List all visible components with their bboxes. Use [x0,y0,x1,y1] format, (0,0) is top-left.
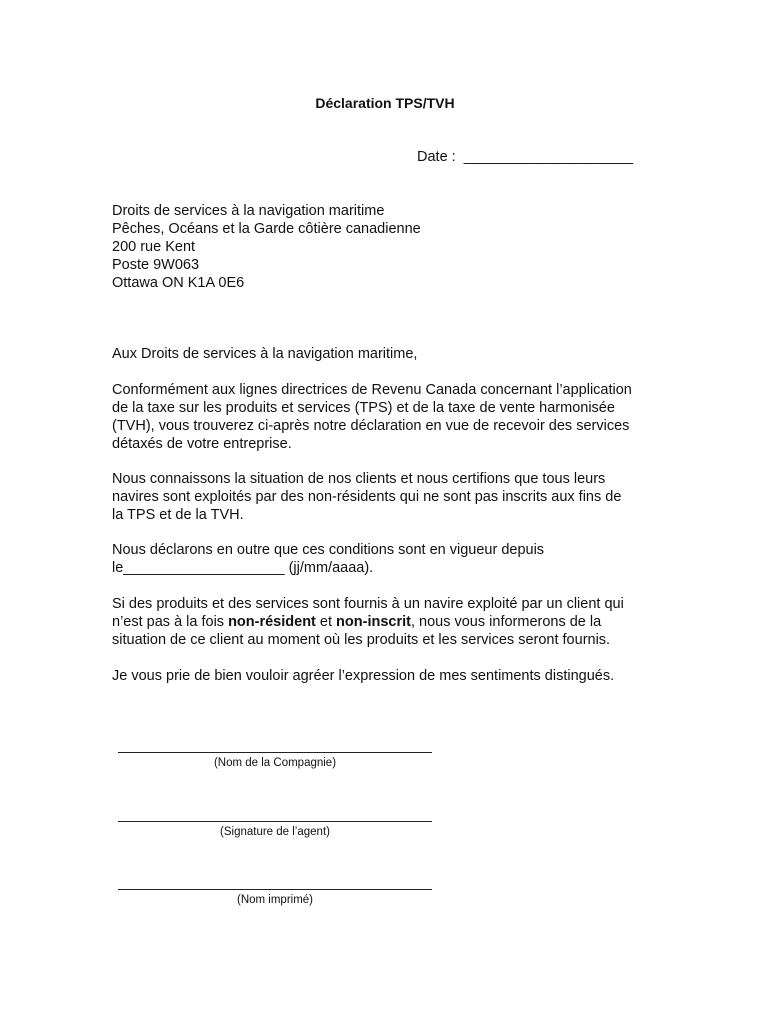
signature-rule [118,821,432,822]
bold-non-registered: non-inscrit [336,614,411,630]
document-title: Déclaration TPS/TVH [315,95,455,111]
closing [112,667,672,685]
paragraph-line: Si des produits et des services sont fournis à un navire exploité par un client qui [112,596,624,612]
address-line: Poste 9W063 [112,257,200,273]
agent-signature-caption: (Signature de l’agent) [220,826,330,838]
salutation [112,345,672,363]
text-segment: , nous vous informerons de la [410,614,602,630]
date-field: Date : _____________________ [417,149,634,165]
address-line: Pêches, Océans et la Garde côtière canadienne [112,221,421,237]
paragraph-line: Conformément aux lignes directrices de Revenu Canada concernant l’application [112,382,632,398]
paragraph-line: situation de ce client au moment où les produits et les services seront fournis. [112,632,611,648]
company-name-caption: (Nom de la Compagnie) [213,757,337,769]
paragraph-certification [112,470,672,524]
text-segment: n’est pas à la fois [112,614,229,630]
agent-signature-field [118,821,432,839]
paragraph-line: Nous déclarons en outre que ces conditions sont en vigueur depuis [112,542,545,558]
bold-non-resident: non-résident [228,614,316,630]
paragraph-line: la TPS et de la TVH. [112,507,244,523]
paragraph-line: (TVH), vous trouverez ci-après notre déclaration en vue de recevoir des services [112,418,630,434]
paragraph-guidelines [112,381,672,453]
closing-text: Je vous prie de bien vouloir agréer l’expression de mes sentiments distingués. [112,668,615,684]
paragraph-line: Nous connaissons la situation de nos clients et nous certifions que tous leurs [112,471,606,487]
paragraph-effective-date [112,541,672,577]
paragraph-line: détaxés de votre entreprise. [112,436,292,452]
text-segment: et [315,614,337,630]
signature-rule [118,889,432,890]
printed-name-caption: (Nom imprimé) [236,894,314,906]
printed-name-field [118,889,432,907]
recipient-address [112,202,421,292]
paragraph-notification [112,595,672,649]
company-name-field [118,752,432,770]
paragraph-line: de la taxe sur les produits et services (TPS) et de la taxe de vente harmonisée [112,400,615,416]
paragraph-line: le____________________ (jj/mm/aaaa). [112,560,374,576]
salutation-text: Aux Droits de services à la navigation maritime, [112,346,418,362]
signature-rule [118,752,432,753]
paragraph-line: navires sont exploités par des non-résidents qui ne sont pas inscrits aux fins de [112,489,622,505]
paragraph-line [112,613,672,631]
address-line: Ottawa ON K1A 0E6 [112,275,245,291]
address-line: Droits de services à la navigation maritime [112,203,385,219]
address-line: 200 rue Kent [112,239,196,255]
